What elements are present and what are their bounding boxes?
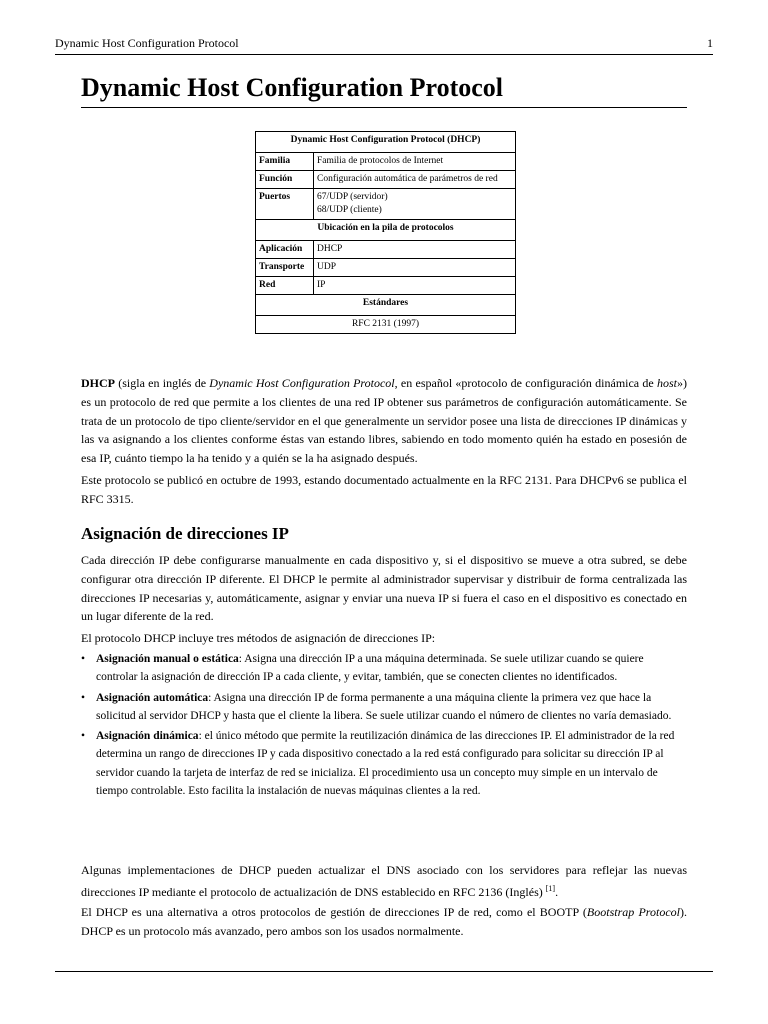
method-text: : Asigna una dirección IP de forma permanente a una máquina cliente la primera vez que hace la solicitud al servidor DHCP y hasta que el cliente la libera. Se suele utilizar cuando el número de clientes no varía demasiado. [96,691,672,722]
bullet: • [81,653,86,665]
intro-text: ») es un protocolo de red que permite a los clientes de una red IP obtener sus parámetros de configuración automáticamente. Se trata de un protocolo de tipo cliente/servidor en el que generalmente un servidor posee una lista de direcciones IP dinámicas y las va asignando a los clientes conforme éstas van estando libres, sabiendo en todo momento quién ha estado en posesión de esa IP, cuánto tiempo la ha tenido y a quién se la ha asignado después. [81,376,688,466]
page-title: Dynamic Host Configuration Protocol [81,72,687,108]
methods-list [81,650,687,802]
bootp-text-end: ). DHCP es un protocolo más avanzado, pero ambos son los usados normalmente. [81,905,687,938]
bootp-paragraph [81,903,687,941]
method-name: Asignación automática [96,691,209,704]
methods-intro: El protocolo DHCP incluye tres métodos de asignación de direcciones IP: [81,631,436,645]
bullet: • [81,730,86,743]
infobox-stack-header: Ubicación en la pila de protocolos [256,220,516,241]
infobox-label: Transporte [256,259,314,277]
infobox-value: DHCP [314,241,516,259]
infobox-label: Familia [256,153,314,171]
publication-paragraph: Este protocolo se publicó en octubre de 1993, estando documentado actualmente en la RFC 2131. Para DHCPv6 se publica el RFC 3315. [81,473,687,506]
infobox-label: Red [256,277,314,295]
footer-rule [55,971,713,972]
intro-host: host [657,376,678,390]
method-name: Asignación manual o estática [96,653,239,665]
intro-paragraph [81,374,687,468]
infobox-label: Función [256,171,314,189]
infobox-standard: RFC 2131 (1997) [256,316,516,334]
page-number: 1 [707,36,713,50]
infobox-standards-header: Estándares [256,295,516,316]
bootp-expansion: Bootstrap Protocol [586,905,680,919]
list-item [81,727,687,800]
infobox [255,131,516,334]
intro-text: (sigla en inglés de [115,376,210,390]
infobox-value: IP [314,277,516,295]
infobox-value: UDP [314,259,516,277]
bullet: • [81,691,86,704]
running-title: Dynamic Host Configuration Protocol [55,36,239,50]
infobox-value [314,189,516,220]
list-item [81,650,687,687]
infobox-caption: Dynamic Host Configuration Protocol (DHCP) [256,132,516,153]
port-client: 68/UDP (cliente) [317,205,382,215]
intro-term: DHCP [81,376,115,390]
method-text: : el único método que permite la reutilización dinámica de las direcciones IP. El administrador de la red determina un rango de direcciones IP y cada dispositivo conectado a la red está configurado para solicitar su dirección IP al servidor cuando la tarjeta de interfaz de red se inicializa. El procedimiento usa un concepto muy simple en un intervalo de tiempo controlable. Esto facilita la instalación de nuevas máquinas clientes a la red. [96,730,675,798]
dns-text-end: . [555,884,559,899]
dns-text: Algunas implementaciones de DHCP pueden actualizar el DNS asociado con los servidores para reflejar las nuevas direcciones IP mediante el protocolo de actualización de DNS establecido en RFC 2136 (Inglés) [81,863,687,899]
section-paragraph: Cada dirección IP debe configurarse manualmente en cada dispositivo y, si el dispositivo se mueve a otra subred, se debe configurar otra dirección IP diferente. El DHCP le permite al administrador supervisar y distribuir de forma centralizada las direcciones IP necesarias y, automáticamente, asignar y enviar una nueva IP si fuera el caso en el dispositivo es conectado en un lugar diferente de la red. [81,553,687,624]
intro-expansion: Dynamic Host Configuration Protocol [209,376,395,390]
method-text: : Asigna una dirección IP a una máquina determinada. Se suele utilizar cuando se quiere controlar la asignación de dirección IP a cada cliente, y evitar, también, que se conecten clientes no identificados. [96,653,644,684]
port-server: 67/UDP (servidor) [317,192,388,202]
infobox-value: Configuración automática de parámetros de red [314,171,516,189]
dns-paragraph [81,861,687,902]
intro-text: , en español «protocolo de configuración dinámica de [394,376,657,390]
infobox-label: Puertos [256,189,314,220]
infobox-label: Aplicación [256,241,314,259]
running-header [55,36,713,55]
infobox-value: Familia de protocolos de Internet [314,153,516,171]
section-heading: Asignación de direcciones IP [81,524,289,543]
reference-link[interactable]: [1] [545,883,556,893]
method-name: Asignación dinámica [96,730,199,743]
list-item [81,689,687,726]
bootp-text: El DHCP es una alternativa a otros protocolos de gestión de direcciones IP de red, como el BOOTP ( [81,905,587,919]
